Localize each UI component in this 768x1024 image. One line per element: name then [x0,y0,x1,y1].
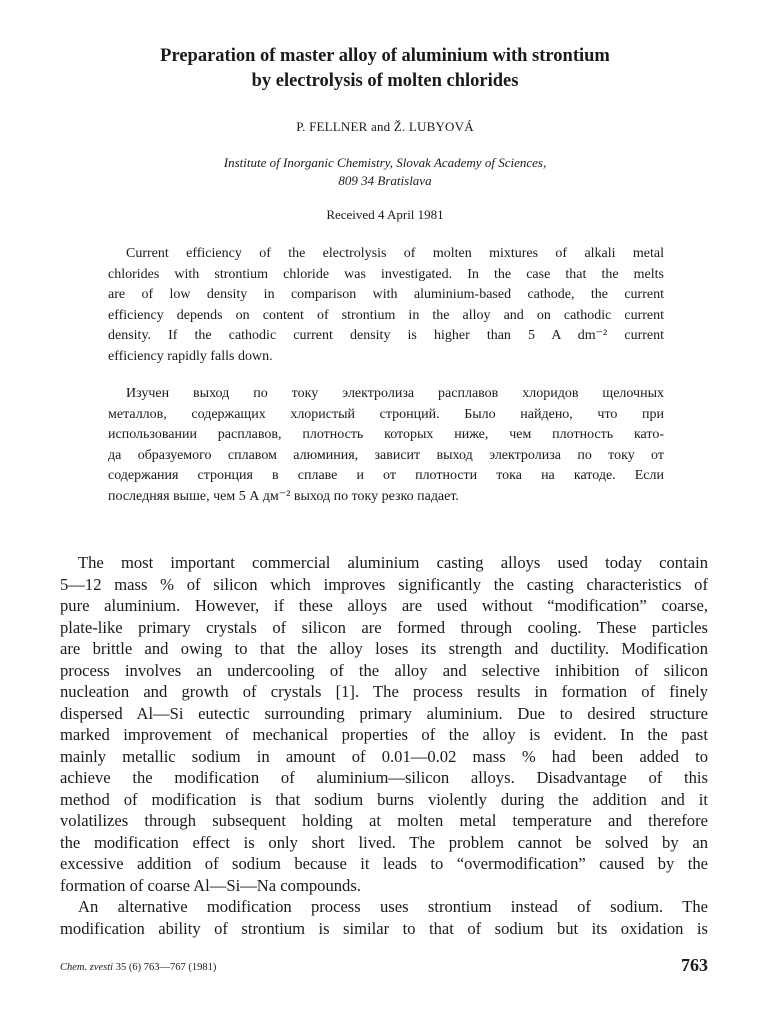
body-line: achieve the modification of aluminium—silicon alloys. Disadvantage of this [60,768,708,787]
abstract-en-line: Current efficiency of the electrolysis of molten mixtures of alkali metal [126,246,664,261]
body-line: are brittle and owing to that the alloy loses its strength and ductility. Modification [60,639,708,658]
abstract-ru-line: да образуемого сплавом алюминия, зависит выход электролиза по току от [108,447,664,463]
affiliation-line-1: Institute of Inorganic Chemistry, Slovak Academy of Sciences, [223,155,547,170]
abstract-ru-line: использовании расплавов, плотность которых ниже, чем плотность като- [108,427,664,442]
body-line: mainly metallic sodium in amount of 0.01—0.02 mass % had been added to [60,746,708,766]
body-line: method of modification is that sodium burns violently during the addition and it [60,789,708,809]
abstract-en-line: density. If the cathodic current density is higher than 5 A dm⁻² current [108,328,664,343]
abstract-en-line: efficiency rapidly falls down. [108,348,273,364]
affiliation-line-2: 809 34 Bratislava [338,173,432,188]
body-line: process involves an undercooling of the alloy and selective inhibition of silicon [60,660,708,680]
abstract-ru-line: Изучен выход по току электролиза расплавов хлоридов щелочных [126,386,664,401]
body-line: marked improvement of mechanical properties of the alloy is evident. In the past [60,725,708,744]
abstract-ru-line: содержания стронция в сплаве и от плотности тока на катоде. Если [108,468,664,483]
body-line: pure aluminium. However, if these alloys are used without “modification” coarse, [60,596,708,615]
authors: P. FELLNER and Ž. LUBYOVÁ [296,119,474,134]
body-text [60,552,708,939]
journal-citation [60,962,216,973]
journal-name: Chem. zvesti [60,962,114,973]
body-line: volatilizes through subsequent holding at molten metal temperature and therefore [60,811,708,830]
body-line: formation of coarse Al—Si—Na compounds. [60,875,361,895]
body-line: modification ability of strontium is similar to that of sodium but its oxidation is [60,918,708,938]
body-line: nucleation and growth of crystals [1]. The process results in formation of finely [60,682,708,701]
received-date: Received 4 April 1981 [326,207,444,222]
body-line: the modification effect is only short lived. The problem cannot be solved by an [60,832,708,852]
abstract-ru-line: последняя выше, чем 5 А дм⁻² выход по току резко падает. [108,488,459,504]
page-number: 763 [681,955,708,975]
body-line: An alternative modification process uses strontium instead of sodium. The [78,897,708,916]
abstract-russian [108,384,664,507]
title-line-2: by electrolysis of molten chlorides [251,71,519,91]
title-line-1: Preparation of master alloy of aluminium with strontium [160,46,610,66]
abstract-en-line: are of low density in comparison with aluminium-based cathode, the current [108,287,664,302]
affiliation [60,154,710,190]
abstract-ru-line: металлов, содержащих хлористый стронций. Было найдено, что при [108,406,664,422]
body-line: excessive addition of sodium because it leads to “overmodification” caused by the [60,854,708,873]
citation-details: 35 (6) 763—767 (1981) [115,962,217,973]
abstract-english [108,244,664,367]
abstract-en-line: chlorides with strontium chloride was investigated. In the case that the melts [108,266,664,282]
body-line: dispersed Al—Si eutectic surrounding primary aluminium. Due to desired structure [60,703,708,723]
paper-title [60,44,710,94]
body-line: 5—12 mass % of silicon which improves significantly the casting characteristics of [60,574,708,594]
abstract-en-line: efficiency depends on content of strontium in the alloy and on cathodic current [108,307,664,323]
body-line: The most important commercial aluminium casting alloys used today contain [78,553,708,572]
body-line: plate-like primary crystals of silicon are formed through cooling. These particles [60,617,708,637]
